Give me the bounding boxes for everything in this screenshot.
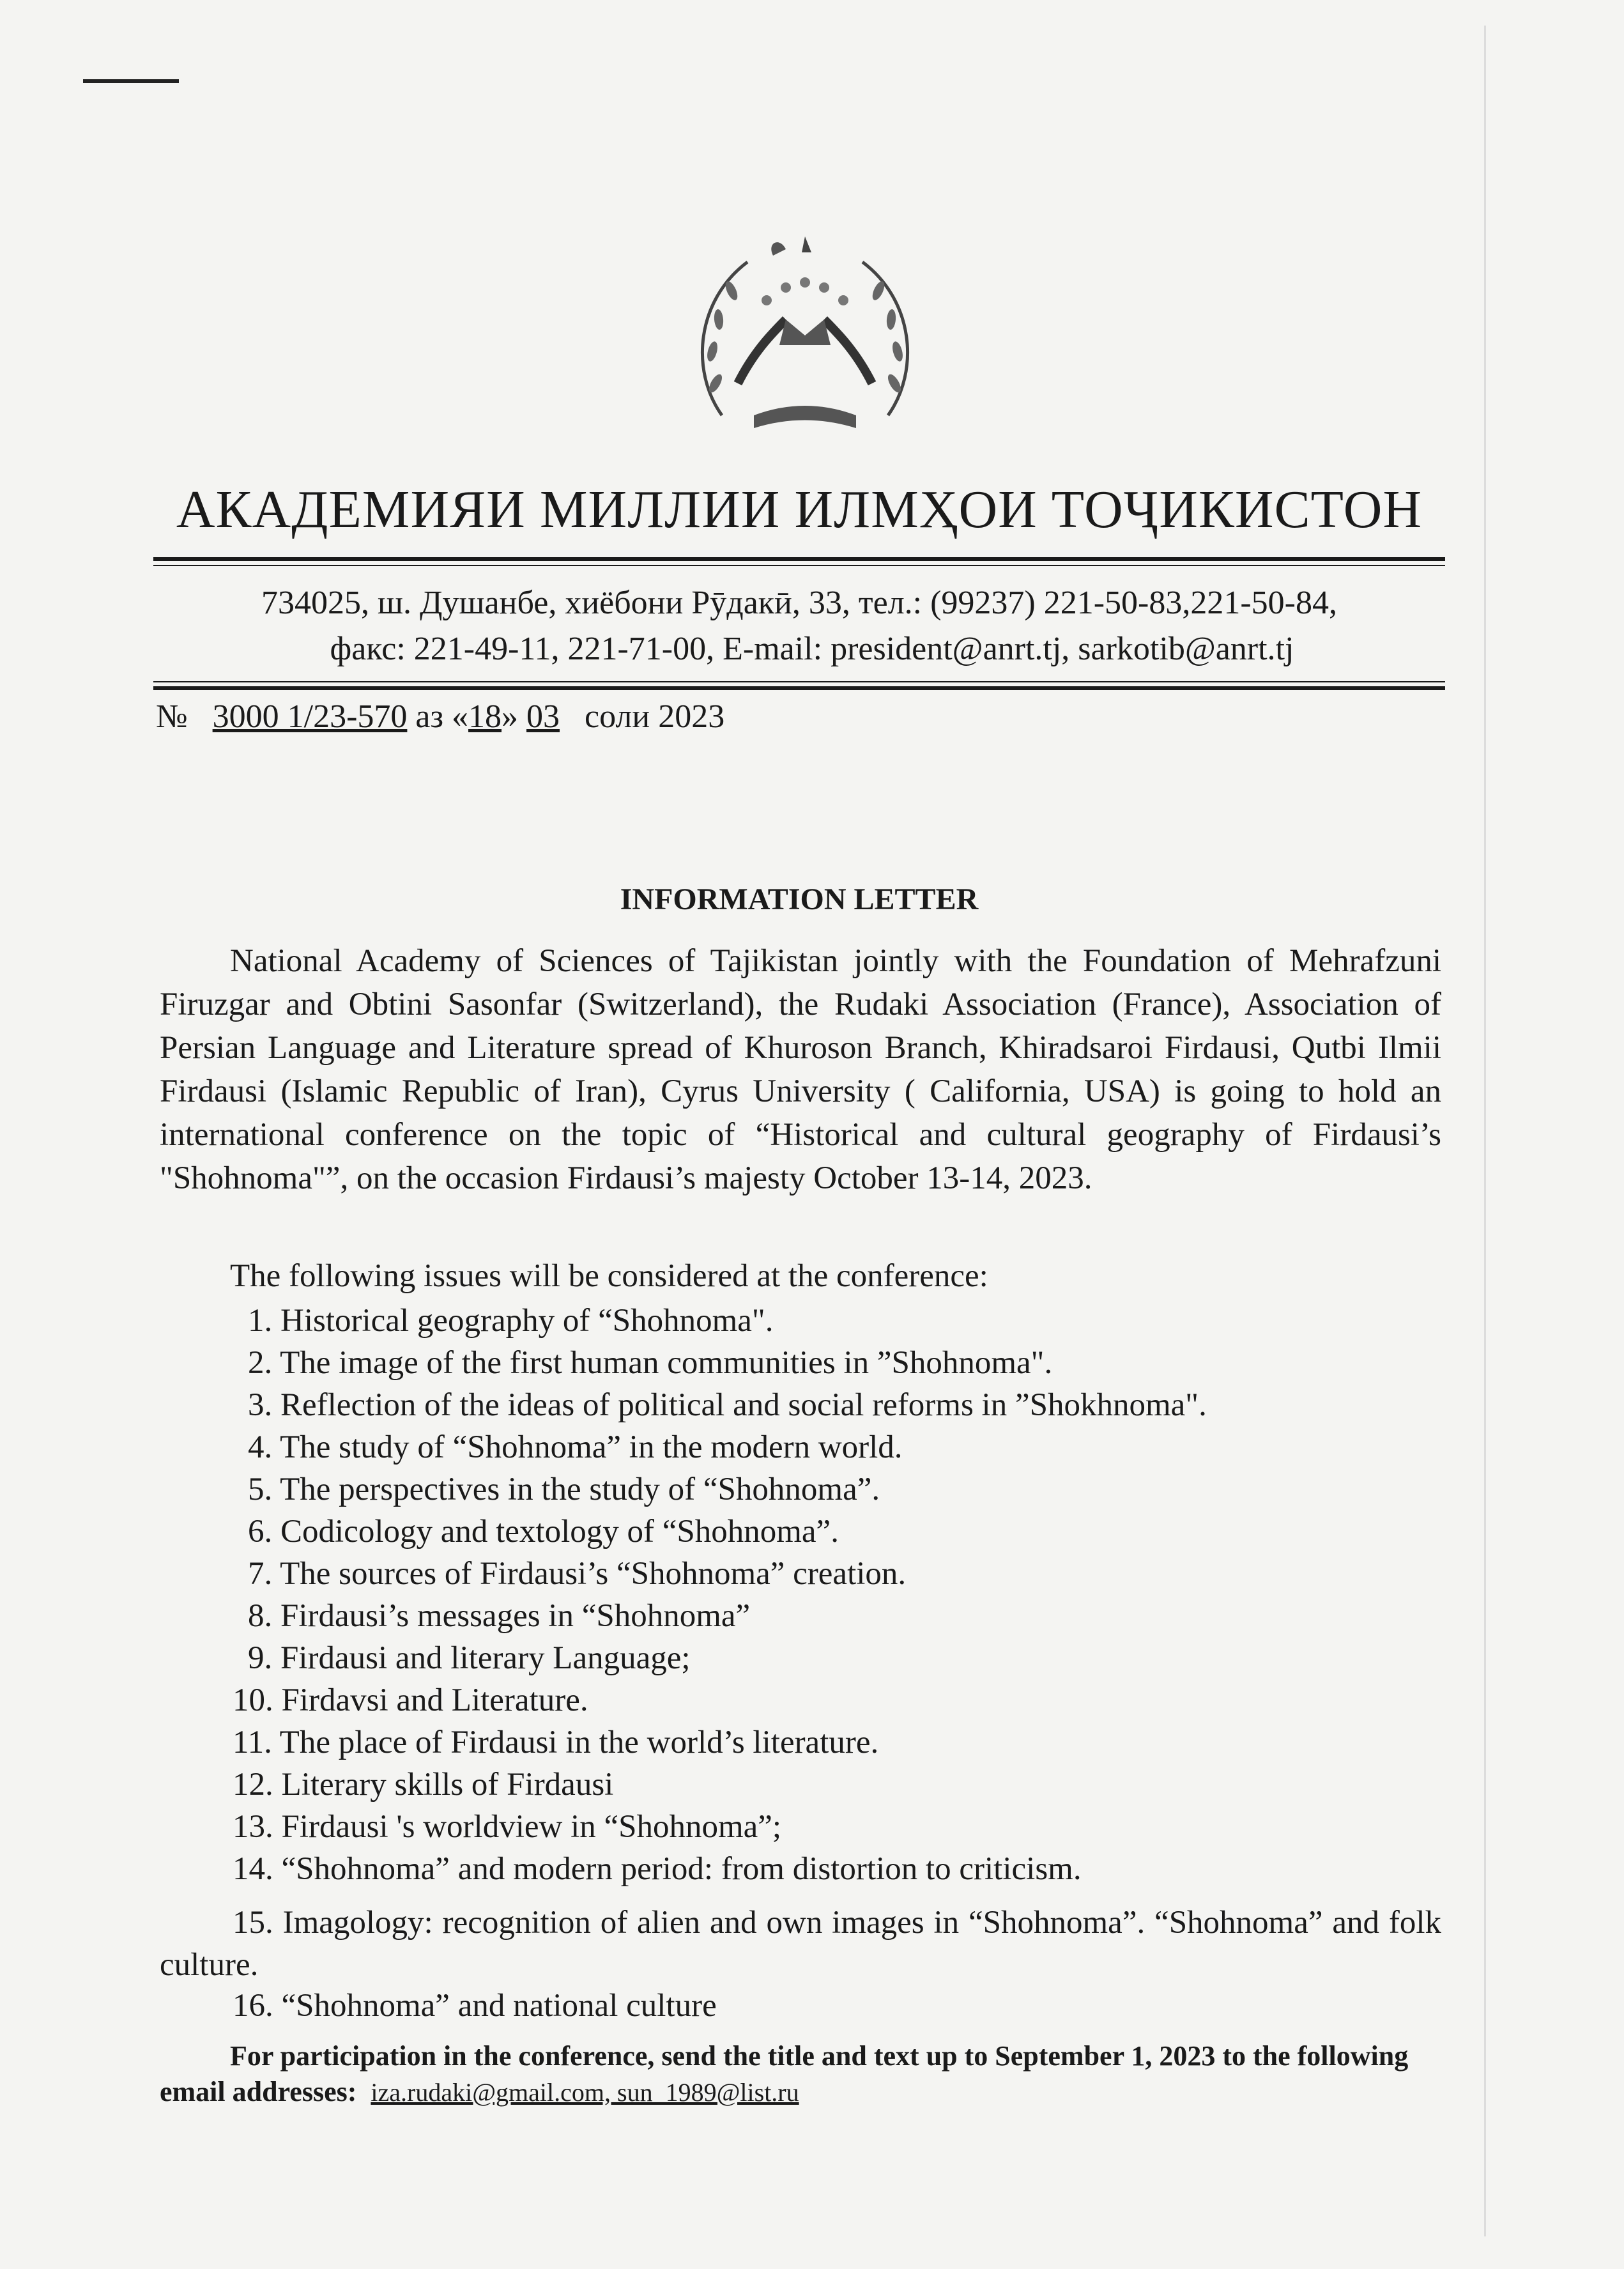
closing-text: For participation in the conference, send the title and text up to September 1, 2023 to the following email addresses:: [160, 2040, 1409, 2107]
issue-item: 1. Historical geography of “Shohnoma".: [248, 1303, 774, 1339]
issue-item: 14. “Shohnoma” and modern period: from distortion to criticism.: [233, 1851, 1082, 1887]
issues-lead: The following issues will be considered at the conference:: [230, 1258, 988, 1294]
issue-item: 5. The perspectives in the study of “Shohnoma”.: [248, 1472, 880, 1507]
issue-item: 2. The image of the first human communities in ”Shohnoma".: [248, 1345, 1053, 1381]
registration-line: [156, 698, 724, 735]
email-addresses[interactable]: iza.rudaki@gmail.com, sun_1989@list.ru: [371, 2078, 799, 2107]
issue-item: 7. The sources of Firdausi’s “Shohnoma” creation.: [248, 1556, 907, 1592]
address-block: [153, 580, 1445, 672]
header-rule-top: [153, 557, 1445, 561]
issue-item-15: 15. Imagology: recognition of alien and own images in “Shohnoma”. “Shohnoma” and folk culture.: [160, 1905, 1441, 1983]
issue-item: 12. Literary skills of Firdausi: [233, 1767, 614, 1803]
number-sign: №: [156, 698, 188, 735]
issues-list: [233, 1300, 1449, 1890]
issue-item: 8. Firdausi’s messages in “Shohnoma”: [248, 1598, 751, 1634]
issue-item: 9. Firdausi and literary Language;: [248, 1640, 691, 1676]
date-close-quote: »: [502, 698, 519, 735]
issue-item: 13. Firdausi 's worldview in “Shohnoma”;: [233, 1809, 782, 1845]
issue-item-16: 16. “Shohnoma” and national culture: [233, 1988, 717, 2024]
address-line-2: факс: 221-49-11, 221-71-00, E-mail: president@anrt.tj, sarkotib@anrt.tj: [330, 631, 1294, 667]
date-az: аз «: [415, 698, 469, 735]
address-rule-thick: [153, 686, 1445, 690]
org-name: АКАДЕМИЯИ МИЛЛИИ ИЛМҲОИ ТОҶИКИСТОН: [176, 480, 1423, 539]
scan-edge-line: [1484, 26, 1486, 2236]
address-rule-thin: [153, 681, 1445, 682]
date-month: 03: [526, 698, 560, 735]
issue-item: 10. Firdavsi and Literature.: [233, 1682, 588, 1718]
address-line-1: 734025, ш. Душанбе, хиёбони Рӯдакӣ, 33, тел.: (99237) 221-50-83,221-50-84,: [261, 585, 1337, 621]
issue-item: 4. The study of “Shohnoma” in the modern world.: [248, 1429, 903, 1465]
header-rule-thin: [153, 565, 1445, 566]
corner-mark: [83, 79, 179, 83]
date-year: соли 2023: [585, 698, 725, 735]
issue-item: 11. The place of Firdausi in the world’s literature.: [233, 1725, 879, 1760]
letter-title: INFORMATION LETTER: [620, 882, 979, 916]
date-day: 18: [468, 698, 502, 735]
issue-item: 3. Reflection of the ideas of political and social reforms in ”Shokhnoma".: [248, 1387, 1207, 1423]
tajikistan-emblem-icon: [677, 224, 933, 466]
registration-number: 3000 1/23-570: [212, 698, 408, 735]
closing-paragraph: [160, 2038, 1441, 2111]
intro-paragraph: National Academy of Sciences of Tajikistan jointly with the Foundation of Mehrafzuni Firuzgar and Obtini Sasonfar (Switzerland), the Rudaki Association (France), Association of Persian Language and Literature spread of Khuroson Branch, Khiradsaroi Firdausi, Qutbi Ilmii Firdausi (Islamic Republic of Iran), Cyrus University ( California, USA) is going to hold an international conference on the topic of “Historical and cultural geography of Firdausi’s "Shohnoma"”, on the occasion Firdausi’s majesty October 13-14, 2023.: [160, 943, 1441, 1196]
issue-item: 6. Codicology and textology of “Shohnoma”.: [248, 1514, 839, 1550]
